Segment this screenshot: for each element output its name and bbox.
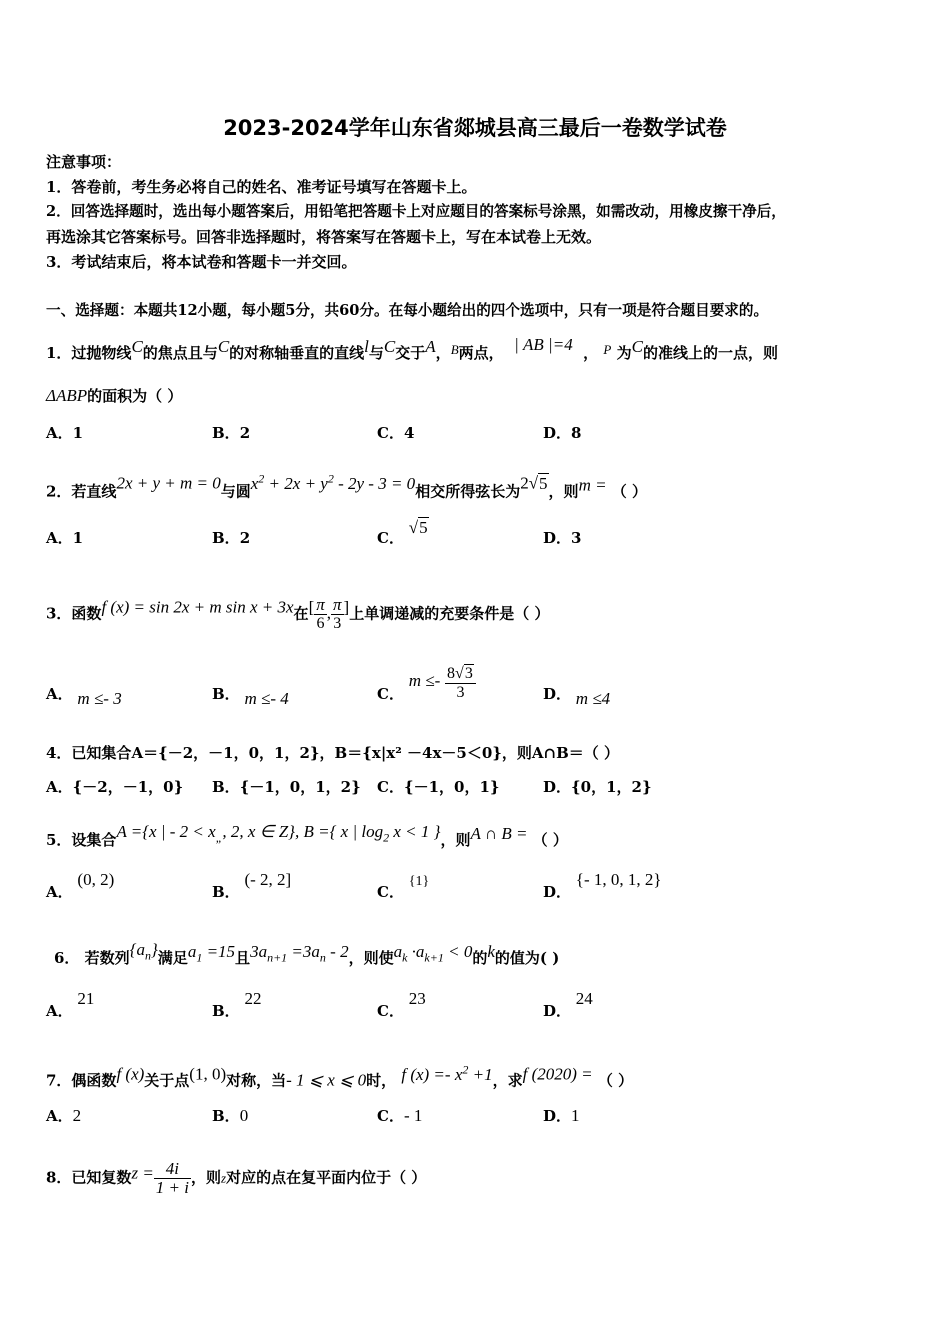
q5-option-c[interactable]: C． {1} (377, 874, 430, 901)
question-6: 6． 若数列$\{a_n\}$满足$a_1 =15$且$3a_{n+1} =3a_n - 2$，则使$a_k \cdot a_{k+1} < 0$的k的值为( ) (54, 940, 560, 967)
q6-option-d[interactable]: D． 24 (543, 989, 593, 1020)
q1-option-d[interactable]: D．8 (543, 424, 582, 442)
q7-option-c[interactable]: C．- 1 (377, 1106, 423, 1125)
q4-option-d[interactable]: D．{0，1，2} (543, 778, 652, 796)
q4-option-b[interactable]: B．{－1，0，1，2} (212, 778, 361, 796)
q6-option-a[interactable]: A． 21 (46, 989, 95, 1020)
q5-option-a[interactable]: A． (0, 2) (46, 870, 115, 901)
question-2: 2．若直线2x + y + m = 0与圆$x^2 + 2x + y^2 - 2y - 3 = 0$相交所得弦长为2√5，则m = （ ） (46, 471, 648, 501)
q2-option-b[interactable]: B．2 (212, 529, 251, 547)
section-heading: 一、选择题：本题共12小题，每小题5分，共60分。在每小题给出的四个选项中，只有一项是符合题目要求的。 (46, 302, 769, 319)
q3-option-d[interactable]: D． m ≤4 (543, 685, 611, 708)
q3-option-c[interactable]: C． m ≤- $\frac{8√3}{3}$ (377, 665, 476, 702)
q4-option-a[interactable]: A．{－2，－1，0} (46, 778, 184, 796)
notice-item-1: 1．答卷前，考生务必将自己的姓名、准考证号填写在答题卡上。 (46, 178, 477, 196)
q6-option-c[interactable]: C． 23 (377, 989, 426, 1020)
q5-option-b[interactable]: B． (- 2, 2] (212, 870, 292, 901)
q3-option-a[interactable]: A． m ≤- 3 (46, 685, 122, 708)
question-1-cont: ΔABP的面积为（ ） (46, 386, 183, 405)
q1-option-b[interactable]: B．2 (212, 424, 251, 442)
q3-option-b[interactable]: B． m ≤- 4 (212, 685, 289, 708)
q7-option-b[interactable]: B．0 (212, 1106, 249, 1125)
q2-option-d[interactable]: D．3 (543, 529, 582, 547)
question-7: 7．偶函数f (x)关于点(1, 0)对称，当- 1 ⩽ x ⩽ 0时， f $(x) =- x^2 +1$，求f (2020) = （ ） (46, 1062, 634, 1090)
q7-option-d[interactable]: D．1 (543, 1106, 580, 1125)
q2-option-c[interactable]: C． √5 (377, 518, 428, 547)
q6-option-b[interactable]: B． 22 (212, 989, 262, 1020)
notice-item-2b: 再选涂其它答案标号。回答非选择题时，将答案写在答题卡上，写在本试卷上无效。 (46, 228, 602, 246)
q4-option-c[interactable]: C．{－1，0，1} (377, 778, 500, 796)
notice-heading: 注意事项： (46, 153, 122, 171)
q2-option-a[interactable]: A．1 (46, 529, 84, 547)
notice-item-3: 3．考试结束后，将本试卷和答题卡一并交回。 (46, 253, 357, 271)
notice-item-2a: 2．回答选择题时，选出每小题答案后，用铅笔把答题卡上对应题目的答案标号涂黑，如需改动，用橡皮擦干净后， (46, 203, 786, 220)
question-4: 4．已知集合A＝{－2，－1，0，1，2}，B＝{x|x² －4x－5＜0}，则A∩B＝（ ） (46, 744, 620, 762)
q1-option-c[interactable]: C．4 (377, 424, 415, 442)
exam-title: 2023-2024学年山东省郯城县高三最后一卷数学试卷 (223, 116, 727, 140)
q1-option-a[interactable]: A．1 (46, 424, 84, 442)
question-3: 3．函数f (x) = sin 2x + m sin x + 3x在[ $\frac{\pi}{6}$ , $\frac{\pi}{3}$ ]上单调递减的充要条件是（ ） (46, 595, 550, 632)
triangle-abp: ΔABP (46, 386, 88, 405)
question-5: 5．设集合A ={x | - $2 < x_„$, 2, x ∈ Z}, B ={ x | $\log_2 x < 1$ }，则A ∩ B = （ ） (46, 822, 568, 849)
question-1: 1．过抛物线C的焦点且与C的对称轴垂直的直线l与C交于A，B两点， | AB |=4 ， P 为C的准线上的一点，则 (46, 335, 778, 362)
q5-option-d[interactable]: D． {- 1, 0, 1, 2} (543, 870, 662, 901)
q7-option-a[interactable]: A．2 (46, 1106, 82, 1125)
question-8: 8．已知复数z = $\frac{4i}{1 + i}$ ，则z对应的点在复平面内位于（ ） (46, 1159, 427, 1197)
